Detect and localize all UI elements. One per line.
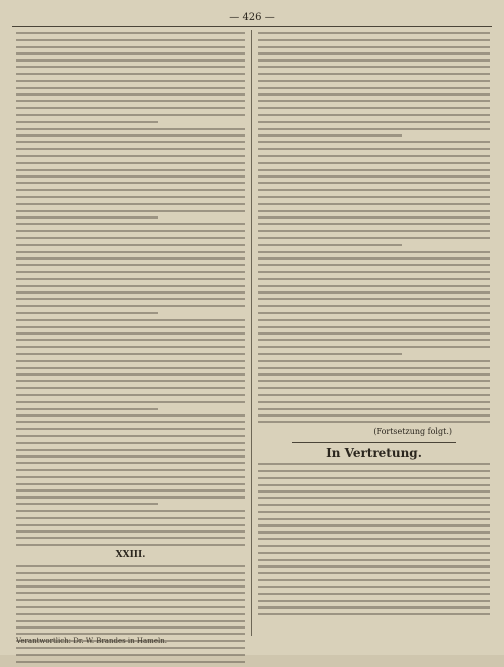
text-line	[16, 32, 245, 34]
text-line	[258, 518, 490, 520]
text-line	[16, 346, 245, 348]
text-line	[16, 421, 245, 423]
text-line	[16, 244, 245, 246]
text-line	[258, 237, 490, 239]
text-line	[258, 264, 490, 266]
text-line	[16, 305, 245, 307]
text-line	[258, 87, 490, 89]
text-line	[258, 490, 490, 492]
text-line	[258, 511, 490, 513]
text-line	[16, 80, 245, 82]
text-line	[16, 579, 245, 581]
text-line	[16, 572, 245, 574]
text-line	[16, 339, 245, 341]
text-line	[258, 223, 490, 225]
right-text-block-2	[258, 463, 490, 615]
text-line	[16, 52, 245, 54]
text-line	[16, 312, 158, 314]
text-line	[258, 319, 490, 321]
text-line	[258, 93, 490, 95]
text-line	[258, 470, 490, 472]
text-line	[258, 559, 490, 561]
text-line	[16, 469, 245, 471]
text-line	[258, 565, 490, 567]
text-line	[16, 230, 245, 232]
text-line	[258, 285, 490, 287]
text-line	[258, 169, 490, 171]
left-column	[16, 32, 245, 667]
text-line	[258, 46, 490, 48]
text-line	[16, 496, 245, 498]
text-line	[16, 285, 245, 287]
text-line	[258, 73, 490, 75]
text-line	[16, 503, 158, 505]
text-line	[258, 244, 402, 246]
text-line	[16, 216, 158, 218]
text-line	[16, 298, 245, 300]
text-line	[16, 182, 245, 184]
text-line	[16, 592, 245, 594]
text-line	[258, 572, 490, 574]
text-line	[258, 408, 490, 410]
text-line	[16, 435, 245, 437]
text-line	[258, 367, 490, 369]
text-line	[16, 620, 245, 622]
text-line	[16, 87, 245, 89]
footer-signature: Verantwortlich: Dr. W. Brandes in Hameln.	[16, 637, 167, 645]
text-line	[16, 661, 245, 663]
page-number: — 426 —	[229, 12, 275, 23]
text-line	[16, 373, 245, 375]
page-header	[12, 12, 492, 27]
text-line	[16, 353, 245, 355]
text-line	[258, 524, 490, 526]
text-line	[16, 599, 245, 601]
text-line	[258, 353, 402, 355]
text-line	[258, 613, 490, 615]
text-line	[16, 148, 245, 150]
text-line	[258, 305, 490, 307]
text-line	[258, 39, 490, 41]
text-line	[16, 162, 245, 164]
right-column	[258, 32, 490, 620]
text-line	[16, 414, 245, 416]
text-line	[258, 401, 490, 403]
text-line	[258, 332, 490, 334]
text-line	[16, 326, 245, 328]
text-line	[258, 52, 490, 54]
text-line	[258, 531, 490, 533]
text-line	[258, 66, 490, 68]
text-line	[16, 476, 245, 478]
text-line	[16, 544, 245, 546]
text-line	[16, 517, 245, 519]
text-line	[258, 230, 490, 232]
text-line	[16, 134, 245, 136]
text-line	[16, 278, 245, 280]
text-line	[16, 380, 245, 382]
text-line	[16, 107, 245, 109]
text-line	[16, 585, 245, 587]
text-line	[16, 606, 245, 608]
text-line	[16, 394, 245, 396]
text-line	[258, 100, 490, 102]
text-line	[16, 189, 245, 191]
text-line	[258, 189, 490, 191]
text-line	[258, 463, 490, 465]
story-title: In Vertretung.	[326, 446, 422, 461]
text-line	[16, 223, 245, 225]
text-line	[258, 271, 490, 273]
text-line	[258, 579, 490, 581]
text-line	[16, 66, 245, 68]
text-line	[258, 278, 490, 280]
column-divider	[251, 30, 252, 636]
text-line	[16, 367, 245, 369]
text-line	[258, 373, 490, 375]
text-line	[258, 552, 490, 554]
text-line	[16, 251, 245, 253]
text-line	[16, 428, 245, 430]
text-line	[258, 339, 490, 341]
text-line	[258, 155, 490, 157]
text-line	[16, 203, 245, 205]
text-line	[258, 497, 490, 499]
text-line	[258, 141, 490, 143]
text-line	[16, 565, 245, 567]
text-line	[16, 93, 245, 95]
text-line	[16, 647, 245, 649]
text-line	[258, 538, 490, 540]
text-line	[16, 626, 245, 628]
separator-rule	[292, 442, 456, 443]
text-line	[258, 175, 490, 177]
text-line	[258, 477, 490, 479]
text-line	[16, 613, 245, 615]
text-line	[258, 600, 490, 602]
text-line	[16, 401, 245, 403]
text-line	[16, 387, 245, 389]
text-line	[16, 408, 158, 410]
text-line	[16, 537, 245, 539]
text-line	[258, 196, 490, 198]
text-line	[16, 483, 245, 485]
text-line	[16, 73, 245, 75]
text-line	[16, 237, 245, 239]
text-line	[16, 46, 245, 48]
text-line	[16, 462, 245, 464]
text-line	[16, 360, 245, 362]
text-line	[16, 489, 245, 491]
text-line	[258, 484, 490, 486]
text-line	[258, 134, 402, 136]
text-line	[16, 271, 245, 273]
text-line	[258, 162, 490, 164]
text-line	[258, 121, 490, 123]
chapter-number: XXIII.	[115, 549, 146, 560]
left-text-block-2	[16, 565, 245, 663]
text-line	[16, 114, 245, 116]
text-line	[16, 100, 245, 102]
text-line	[258, 504, 490, 506]
text-line	[258, 182, 490, 184]
text-line	[16, 59, 245, 61]
text-line	[16, 141, 245, 143]
text-line	[16, 455, 245, 457]
text-line	[258, 210, 490, 212]
text-line	[258, 251, 490, 253]
text-line	[16, 196, 245, 198]
text-line	[258, 128, 490, 130]
text-line	[258, 114, 490, 116]
right-text-block-1	[258, 32, 490, 423]
text-line	[16, 442, 245, 444]
text-line	[258, 312, 490, 314]
text-line	[16, 291, 245, 293]
text-line	[258, 394, 490, 396]
text-line	[258, 80, 490, 82]
text-line	[16, 332, 245, 334]
text-line	[16, 633, 245, 635]
left-text-block-1	[16, 32, 245, 546]
text-line	[258, 257, 490, 259]
text-line	[258, 360, 490, 362]
text-line	[258, 586, 490, 588]
text-line	[16, 510, 245, 512]
text-line	[16, 169, 245, 171]
text-line	[258, 421, 490, 423]
text-line	[258, 545, 490, 547]
text-line	[16, 319, 245, 321]
text-line	[258, 298, 490, 300]
text-line	[16, 39, 245, 41]
text-line	[16, 128, 245, 130]
continuation-note: (Fortsetzung folgt.)	[373, 427, 452, 437]
text-line	[16, 210, 245, 212]
text-line	[258, 346, 490, 348]
text-line	[16, 449, 245, 451]
text-line	[16, 155, 245, 157]
text-line	[16, 257, 245, 259]
text-line	[258, 107, 490, 109]
text-line	[258, 32, 490, 34]
text-line	[258, 216, 490, 218]
text-line	[258, 291, 490, 293]
text-line	[16, 175, 245, 177]
text-line	[16, 530, 245, 532]
text-line	[258, 387, 490, 389]
text-line	[258, 380, 490, 382]
text-line	[16, 524, 245, 526]
text-line	[258, 148, 490, 150]
text-line	[258, 593, 490, 595]
text-line	[258, 326, 490, 328]
text-line	[258, 59, 490, 61]
text-line	[16, 121, 158, 123]
text-line	[16, 264, 245, 266]
text-line	[258, 414, 490, 416]
text-line	[258, 203, 490, 205]
text-line	[258, 606, 490, 608]
